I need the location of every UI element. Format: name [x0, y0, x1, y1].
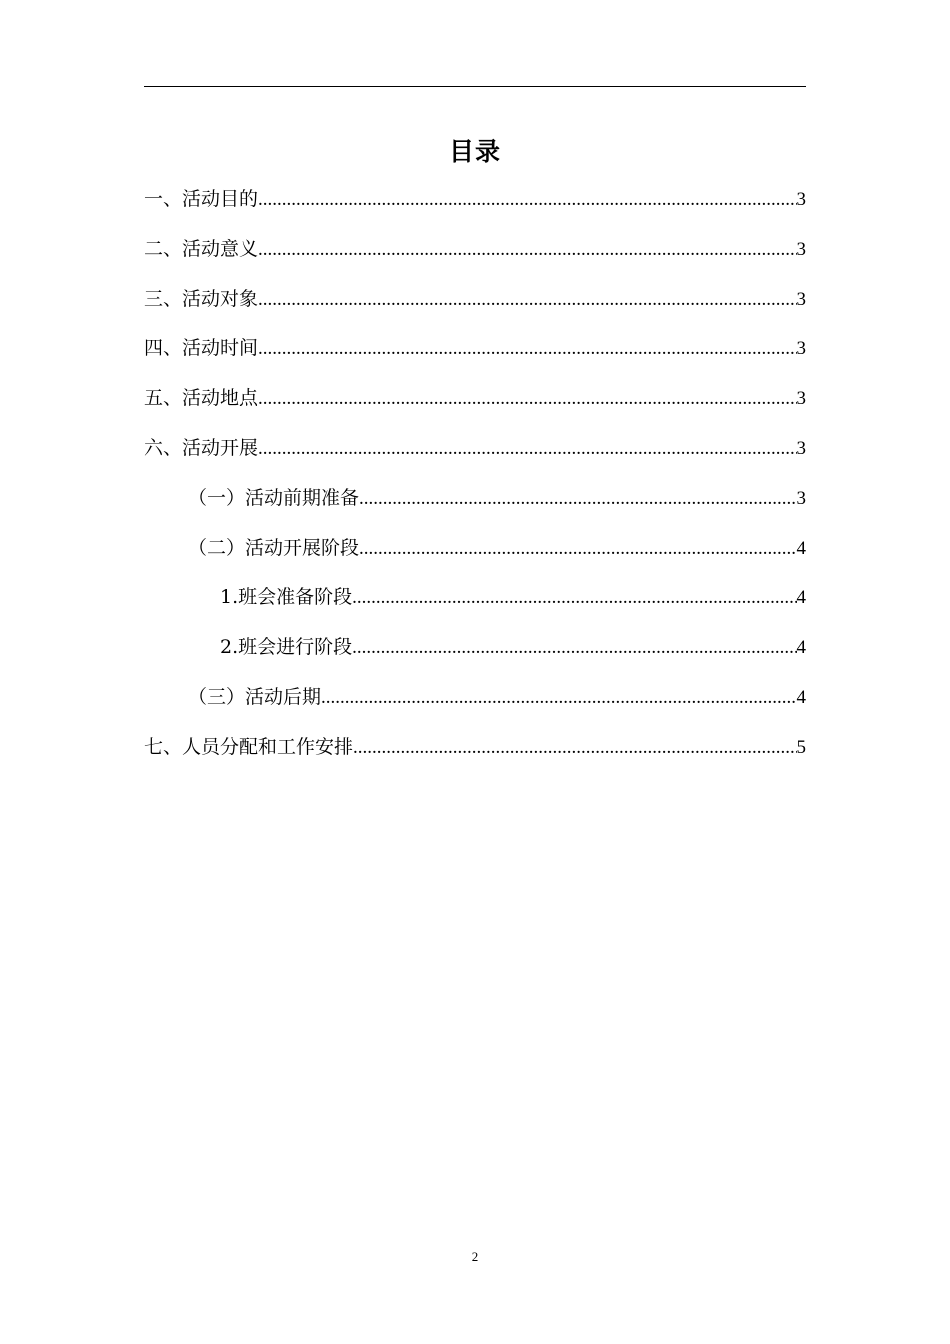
- toc-dot-leader: [321, 687, 796, 709]
- toc-dot-leader: [258, 338, 796, 360]
- toc-entry[interactable]: [144, 184, 806, 234]
- toc-entry-label: （二）活动开展阶段: [188, 536, 360, 559]
- toc-entry[interactable]: [144, 433, 806, 483]
- toc-entry[interactable]: [144, 234, 806, 284]
- toc-entry[interactable]: [144, 284, 806, 334]
- toc-entry-page: 4: [796, 587, 806, 609]
- toc-dot-leader: [258, 438, 796, 460]
- toc-title: 目录: [448, 137, 501, 166]
- toc-entry-label: 七、人员分配和工作安排: [144, 735, 354, 758]
- toc-entry-label: 1.班会准备阶段: [220, 586, 353, 609]
- header-rule: [144, 86, 806, 87]
- table-of-contents: [144, 184, 806, 782]
- toc-entry-page: 3: [796, 437, 806, 459]
- toc-entry[interactable]: [144, 333, 806, 383]
- toc-entry-label: 一、活动目的: [144, 188, 259, 210]
- toc-entry[interactable]: [144, 383, 806, 433]
- page-number: 2: [471, 1249, 479, 1264]
- toc-entry-label: 二、活动意义: [144, 237, 259, 260]
- toc-dot-leader: [258, 189, 796, 211]
- toc-dot-leader: [258, 388, 796, 410]
- toc-dot-leader: [359, 488, 796, 510]
- toc-entry-page: 3: [796, 189, 806, 210]
- toc-dot-leader: [258, 289, 796, 311]
- toc-entry[interactable]: [144, 682, 806, 732]
- toc-entry[interactable]: [144, 582, 806, 632]
- toc-entry[interactable]: [144, 632, 806, 682]
- toc-entry[interactable]: [144, 483, 806, 533]
- toc-entry-page: 5: [796, 736, 806, 758]
- toc-entry-label: 三、活动对象: [144, 287, 259, 310]
- toc-entry-page: 4: [796, 686, 806, 708]
- toc-dot-leader: [352, 637, 796, 659]
- toc-entry-label: 六、活动开展: [144, 436, 259, 459]
- toc-entry-page: 4: [796, 637, 806, 659]
- toc-entry-page: 3: [796, 238, 806, 260]
- toc-entry-page: 3: [796, 338, 806, 360]
- toc-entry-page: 3: [796, 288, 806, 310]
- toc-dot-leader: [352, 587, 796, 609]
- toc-entry-label: （三）活动后期: [188, 685, 322, 708]
- toc-entry-page: 3: [796, 487, 806, 509]
- toc-dot-leader: [359, 538, 796, 560]
- toc-entry-label: （一）活动前期准备: [188, 486, 360, 509]
- toc-entry-page: 4: [796, 537, 806, 559]
- toc-entry-label: 四、活动时间: [144, 337, 259, 360]
- toc-entry[interactable]: [144, 533, 806, 583]
- toc-entry[interactable]: [144, 732, 806, 782]
- toc-entry-label: 2.班会进行阶段: [220, 636, 353, 659]
- toc-dot-leader: [258, 239, 796, 261]
- toc-dot-leader: [353, 737, 796, 759]
- toc-entry-page: 3: [796, 388, 806, 410]
- toc-entry-label: 五、活动地点: [144, 387, 259, 410]
